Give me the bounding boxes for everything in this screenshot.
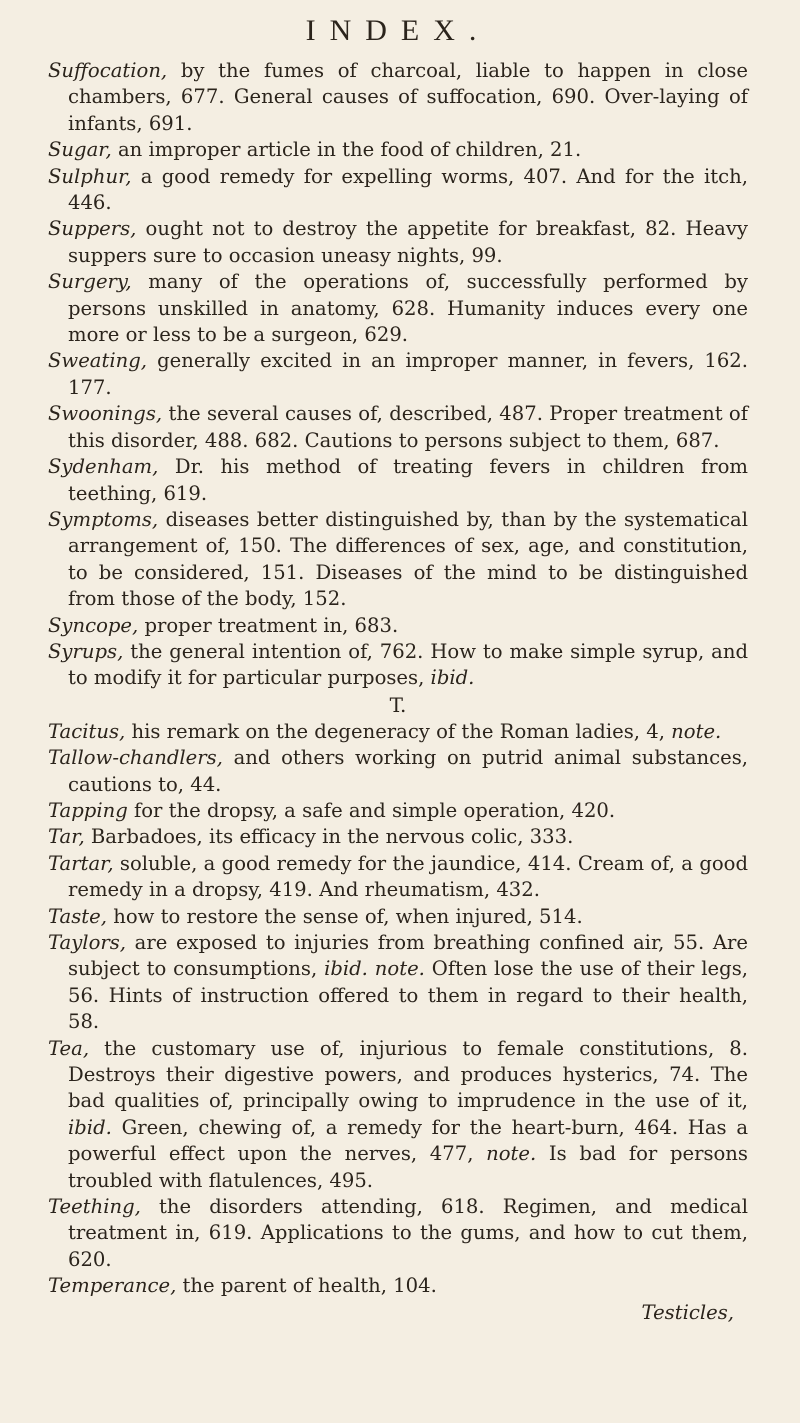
index-entry: [48, 137, 748, 163]
entry-text: Barbadoes, its efficacy in the nervous colic, 333.: [84, 825, 574, 849]
index-entries-t: [48, 719, 748, 1300]
index-entry: [48, 851, 748, 904]
page-header: INDEX.: [305, 14, 491, 47]
index-entry: [48, 401, 748, 454]
entry-reference: ibid.: [430, 666, 475, 690]
entry-term: Swoonings,: [48, 402, 163, 426]
index-entry: [48, 824, 748, 850]
entry-reference: ibid.: [68, 1115, 112, 1139]
index-entry: [48, 639, 748, 692]
entry-text: generally excited in an improper manner, in fevers, 162. 177.: [68, 349, 748, 399]
index-entry: [48, 164, 748, 217]
index-entry: [48, 904, 748, 930]
entry-reference: note.: [671, 719, 722, 743]
entry-text: diseases better distinguished by, than by the systematical arrangement of, 150. The differences of sex, age, and constitution, to be considered, 151. Diseases of the mind to be distinguished from those of the body, 152.: [68, 507, 748, 611]
entry-text: Dr. his method of treating fevers in children from teething, 619.: [68, 455, 748, 505]
entry-term: Tea,: [48, 1036, 90, 1060]
index-entry: [48, 798, 748, 824]
entry-term: Suppers,: [48, 217, 137, 241]
index-entry: [48, 216, 748, 269]
entry-term: Tallow-chandlers,: [48, 746, 223, 770]
entry-reference: note.: [486, 1142, 537, 1166]
entry-text: the parent of health, 104.: [176, 1274, 437, 1298]
entry-text: Is bad for persons troubled with flatulences, 495.: [68, 1142, 748, 1192]
index-entry: [48, 1194, 748, 1273]
entry-term: Tacitus,: [48, 719, 126, 743]
entry-text: an improper article in the food of children, 21.: [111, 138, 582, 162]
entry-term: Syncope,: [48, 613, 139, 637]
entry-term: Taylors,: [48, 931, 127, 954]
entry-text: and others working on putrid animal substances, cautions to, 44.: [68, 746, 748, 796]
catchword: Testicles,: [641, 1300, 734, 1324]
index-entry: [48, 719, 748, 745]
entry-term: Temperance,: [48, 1274, 177, 1298]
index-entry: [48, 269, 748, 348]
entry-term: Syrups,: [48, 639, 124, 663]
entry-term: Teething,: [48, 1195, 141, 1219]
index-entry: [48, 930, 748, 1036]
index-entry: [48, 454, 748, 507]
entry-term: Sugar,: [48, 138, 112, 162]
entry-term: Surgery,: [48, 270, 132, 294]
entry-term: Tartar,: [48, 851, 114, 875]
entry-text: a good remedy for expelling worms, 407. And for the itch, 446.: [68, 164, 748, 215]
index-entries: [48, 58, 748, 692]
index-entry: [48, 58, 748, 137]
index-entry: [48, 613, 748, 639]
entry-text: are exposed to injuries from breathing confined air, 55. Are subject to consumptions,: [68, 931, 748, 981]
entry-text: by the fumes of charcoal, liable to happen in close chambers, 677. General causes of suffocation, 690. Over-laying of infants, 691.: [68, 59, 748, 135]
entry-text: soluble, a good remedy for the jaundice, 414. Cream of, a good remedy in a dropsy, 419. And rheumatism, 432.: [68, 851, 748, 902]
entry-term: Taste,: [48, 904, 107, 928]
entry-reference: ibid. note.: [324, 957, 425, 981]
entry-term: Sydenham,: [48, 455, 159, 479]
index-entry: [48, 507, 748, 613]
entry-text: the general intention of, 762. How to make simple syrup, and to modify it for particular purposes,: [68, 639, 748, 690]
entry-term: Sweating,: [48, 349, 148, 373]
index-entry: [48, 1273, 748, 1299]
entry-text: the customary use of, injurious to female constitutions, 8. Destroys their digestive powers, and produces hysterics, 74. The bad qualities of, principally owing to imprudence in the use of it,: [68, 1036, 748, 1113]
entry-text: the several causes of, described, 487. Proper treatment of this disorder, 488. 682. Cautions to persons subject to them, 687.: [68, 402, 748, 452]
entry-text: how to restore the sense of, when injured, 514.: [106, 904, 583, 928]
entry-text: his remark on the degeneracy of the Roman ladies, 4,: [125, 719, 672, 743]
entry-text: for the dropsy, a safe and simple operation, 420.: [127, 798, 616, 822]
index-entry: [48, 348, 748, 401]
index-entry: [48, 745, 748, 798]
entry-text: proper treatment in, 683.: [138, 613, 399, 637]
section-letter: T.: [389, 692, 407, 717]
entry-text: ought not to destroy the appetite for breakfast, 82. Heavy suppers sure to occasion uneasy nights, 99.: [68, 217, 748, 267]
entry-term: Tar,: [48, 825, 85, 849]
entry-term: Tapping: [48, 798, 128, 822]
entry-term: Sulphur,: [48, 164, 132, 188]
index-entry: [48, 1036, 748, 1194]
entry-text: Often lose the use of their legs, 56. Hints of instruction offered to them in regard to their health, 58.: [68, 957, 748, 1034]
entry-text: many of the operations of, successfully performed by persons unskilled in anatomy, 628. Humanity induces every one more or less to be a surgeon, 629.: [68, 270, 748, 347]
entry-term: Symptoms,: [48, 507, 159, 531]
entry-term: Suffocation,: [48, 59, 168, 82]
entry-text: the disorders attending, 618. Regimen, and medical treatment in, 619. Applications to the gums, and how to cut them, 620.: [68, 1195, 748, 1271]
entry-text: Green, chewing of, a remedy for the heart-burn, 464. Has a powerful effect upon the nerves, 477,: [68, 1115, 748, 1166]
